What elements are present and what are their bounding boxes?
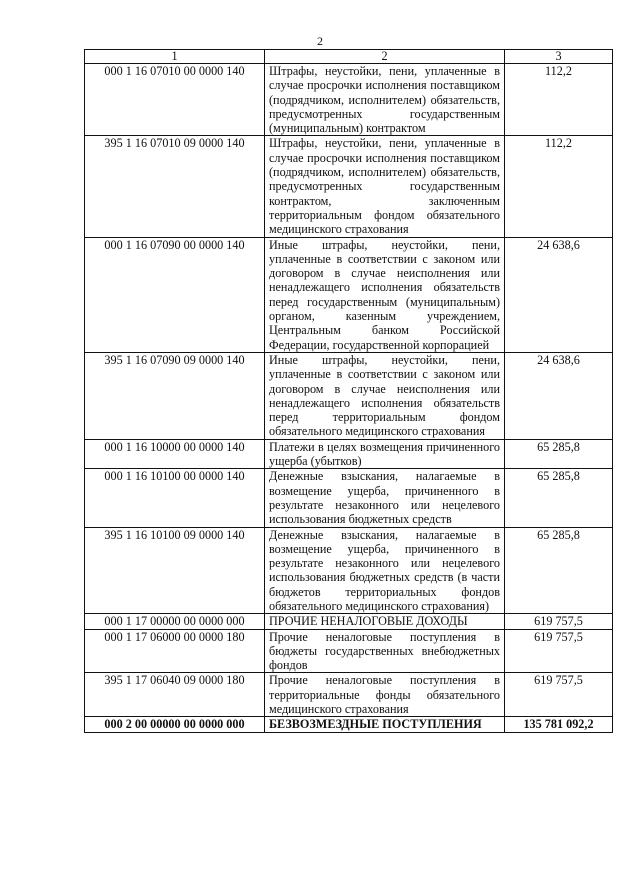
table-row bbox=[85, 614, 613, 629]
table-row bbox=[85, 237, 613, 352]
revenue-table bbox=[84, 49, 613, 733]
budget-code: 395 1 16 10100 09 0000 140 bbox=[85, 527, 265, 614]
budget-code: 395 1 16 07090 09 0000 140 bbox=[85, 352, 265, 439]
amount: 619 757,5 bbox=[505, 614, 613, 629]
table-row bbox=[85, 469, 613, 527]
table-row bbox=[85, 64, 613, 136]
column-header-1: 1 bbox=[85, 50, 265, 64]
amount: 24 638,6 bbox=[505, 352, 613, 439]
table-row bbox=[85, 527, 613, 614]
amount: 65 285,8 bbox=[505, 469, 613, 527]
column-header-2: 2 bbox=[265, 50, 505, 64]
budget-code: 000 2 00 00000 00 0000 000 bbox=[85, 717, 265, 732]
revenue-description: Прочие неналоговые поступления в территориальные фонды обязательного медицинского страхования bbox=[265, 673, 505, 717]
revenue-description: Денежные взыскания, налагаемые в возмещение ущерба, причиненного в результате незаконного или нецелевого использования бюджетных средств (в части бюджетов территориальных фондов обязательного медицинского страхования) bbox=[265, 527, 505, 614]
revenue-description: Штрафы, неустойки, пени, уплаченные в случае просрочки исполнения поставщиком (подрядчиком, исполнителем) обязательств, предусмотренных государственным (муниципальным) контрактом bbox=[265, 64, 505, 136]
amount: 24 638,6 bbox=[505, 237, 613, 352]
column-header-3: 3 bbox=[505, 50, 613, 64]
amount: 112,2 bbox=[505, 64, 613, 136]
revenue-description: Платежи в целях возмещения причиненного ущерба (убытков) bbox=[265, 439, 505, 469]
amount: 112,2 bbox=[505, 136, 613, 237]
revenue-description: ПРОЧИЕ НЕНАЛОГОВЫЕ ДОХОДЫ bbox=[265, 614, 505, 629]
revenue-description: Иные штрафы, неустойки, пени, уплаченные в соответствии с законом или договором в случае неисполнения или ненадлежащего исполнения обязательств перед государственным (муниципальным) органом, казенным учреждением, Центральным банком Российской Федерации, государственной корпорацией bbox=[265, 237, 505, 352]
page-number: 2 bbox=[317, 34, 323, 48]
amount: 135 781 092,2 bbox=[505, 717, 613, 732]
budget-code: 000 1 16 10000 00 0000 140 bbox=[85, 439, 265, 469]
budget-code: 000 1 16 07010 00 0000 140 bbox=[85, 64, 265, 136]
revenue-description: Иные штрафы, неустойки, пени, уплаченные в соответствии с законом или договором в случае неисполнения или ненадлежащего исполнения обязательств перед территориальным фондом обязательного медицинского страхования bbox=[265, 352, 505, 439]
revenue-description: Прочие неналоговые поступления в бюджеты государственных внебюджетных фондов bbox=[265, 629, 505, 673]
table-header-row bbox=[85, 50, 613, 64]
budget-code: 395 1 16 07010 09 0000 140 bbox=[85, 136, 265, 237]
amount: 65 285,8 bbox=[505, 439, 613, 469]
budget-code: 000 1 17 00000 00 0000 000 bbox=[85, 614, 265, 629]
table-row bbox=[85, 439, 613, 469]
table-row-total bbox=[85, 717, 613, 732]
budget-code: 000 1 16 10100 00 0000 140 bbox=[85, 469, 265, 527]
revenue-description: Денежные взыскания, налагаемые в возмещение ущерба, причиненного в результате незаконного или нецелевого использования бюджетных средств bbox=[265, 469, 505, 527]
amount: 619 757,5 bbox=[505, 629, 613, 673]
table-row bbox=[85, 629, 613, 673]
revenue-description: БЕЗВОЗМЕЗДНЫЕ ПОСТУПЛЕНИЯ bbox=[265, 717, 505, 732]
budget-code: 000 1 16 07090 00 0000 140 bbox=[85, 237, 265, 352]
budget-code: 000 1 17 06000 00 0000 180 bbox=[85, 629, 265, 673]
table-row bbox=[85, 136, 613, 237]
amount: 619 757,5 bbox=[505, 673, 613, 717]
table-row bbox=[85, 673, 613, 717]
table-row bbox=[85, 352, 613, 439]
revenue-description: Штрафы, неустойки, пени, уплаченные в случае просрочки исполнения поставщиком (подрядчиком, исполнителем) обязательств, предусмотренных государственным контрактом, заключенным территориальным фондом обязательного медицинского страхования bbox=[265, 136, 505, 237]
budget-code: 395 1 17 06040 09 0000 180 bbox=[85, 673, 265, 717]
amount: 65 285,8 bbox=[505, 527, 613, 614]
